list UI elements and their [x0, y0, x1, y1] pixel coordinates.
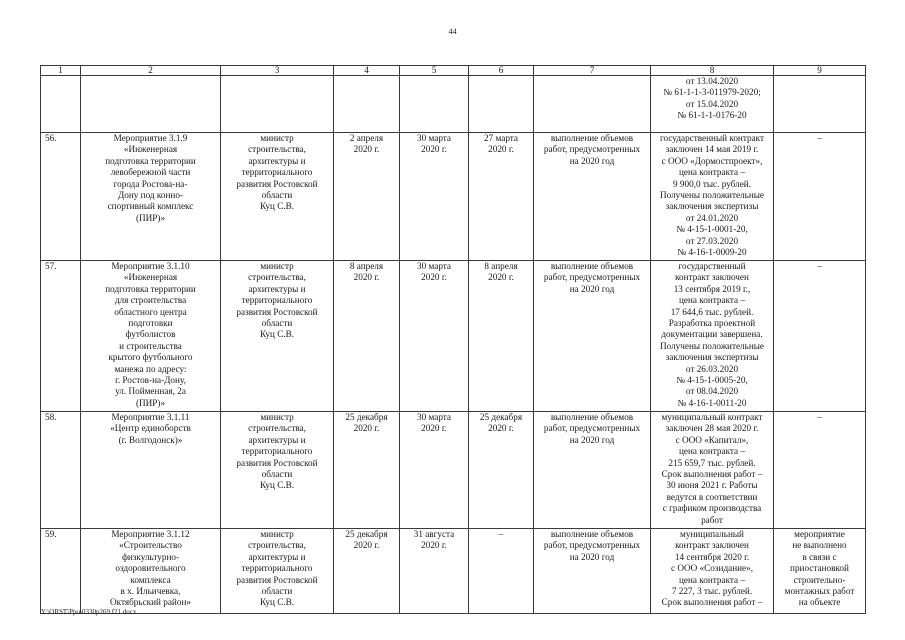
responsible-cell	[221, 76, 334, 133]
note-cell	[774, 76, 866, 133]
status-cell: государственный контракт заключен 14 мая 2019 г. с ООО «Дормостпроект», цена контракта – 9 900,0 тыс. рублей. Получены положительные заключения экспертизы от 24.01.2020 № 4-15-1-0001-20, от 27.03.2020 № 4-16-1-0009-20	[651, 133, 774, 261]
expected-result-cell: выполнение объемов работ, предусмотренных на 2020 год	[534, 133, 651, 261]
expected-result-cell: выполнение объемов работ, предусмотренных на 2020 год	[534, 529, 651, 614]
responsible-cell: министр строительства, архитектуры и территориального развития Ростовской области Куц С.В.	[221, 133, 334, 261]
page-number: 44	[448, 27, 457, 36]
date-cell: 30 марта 2020 г.	[400, 412, 469, 529]
column-number-cell: 8	[651, 66, 774, 76]
row-number-cell: 59.	[41, 529, 81, 614]
column-number-cell: 5	[400, 66, 469, 76]
activity-cell: Мероприятие 3.1.12 «Строительство физкультурно- оздоровительного комплекса в х. Ильичевка, Октябрьский район»	[81, 529, 221, 614]
note-cell: –	[774, 133, 866, 261]
planned-date-cell: 8 апреля 2020 г.	[334, 261, 400, 412]
planned-date-cell: 25 декабря 2020 г.	[334, 412, 400, 529]
row-number-cell	[41, 76, 81, 133]
row-number-cell: 57.	[41, 261, 81, 412]
actual-date-cell: 25 декабря 2020 г.	[469, 412, 534, 529]
expected-result-cell: выполнение объемов работ, предусмотренных на 2020 год	[534, 412, 651, 529]
activity-cell: Мероприятие 3.1.10 «Инженерная подготовка территории для строительства областного центра подготовки футболистов и строительства крытого футбольного манежа по адресу: г. Ростов-на-Дону, ул. Пойменная, 2а (ПИР)»	[81, 261, 221, 412]
date-cell	[400, 76, 469, 133]
row-number-cell: 58.	[41, 412, 81, 529]
column-number-cell: 2	[81, 66, 221, 76]
activity-cell	[81, 76, 221, 133]
planned-date-cell	[334, 76, 400, 133]
status-cell: государственный контракт заключен 13 сентября 2019 г., цена контракта – 17 644,6 тыс. рублей. Разработка проектной документации завершена. Получены положительные заключения экспертизы от 26.03.2020 № 4-15-1-0005-20, от 08.04.2020 № 4-16-1-0011-20	[651, 261, 774, 412]
responsible-cell: министр строительства, архитектуры и территориального развития Ростовской области Куц С.В.	[221, 529, 334, 614]
table-row	[41, 261, 866, 412]
planned-date-cell: 2 апреля 2020 г.	[334, 133, 400, 261]
column-number-cell: 9	[774, 66, 866, 76]
column-number-cell: 4	[334, 66, 400, 76]
actual-date-cell: –	[469, 529, 534, 614]
responsible-cell: министр строительства, архитектуры и территориального развития Ростовской области Куц С.В.	[221, 261, 334, 412]
schedule-table	[40, 65, 866, 614]
note-cell: –	[774, 412, 866, 529]
planned-date-cell: 25 декабря 2020 г.	[334, 529, 400, 614]
column-number-cell: 1	[41, 66, 81, 76]
status-cell: муниципальный контракт заключен 14 сентября 2020 г. с ООО «Созидание», цена контракта – 7 227, 3 тыс. рублей. Срок выполнения работ –	[651, 529, 774, 614]
actual-date-cell: 27 марта 2020 г.	[469, 133, 534, 261]
actual-date-cell	[469, 76, 534, 133]
column-number-cell: 7	[534, 66, 651, 76]
column-number-row	[41, 66, 866, 76]
date-cell: 31 августа 2020 г.	[400, 529, 469, 614]
expected-result-cell	[534, 76, 651, 133]
table-row	[41, 529, 866, 614]
table-row	[41, 76, 866, 133]
table-row	[41, 133, 866, 261]
note-cell: мероприятие не выполнено в связи с приостановкой строительно- монтажных работ на объекте	[774, 529, 866, 614]
responsible-cell: министр строительства, архитектуры и территориального развития Ростовской области Куц С.В.	[221, 412, 334, 529]
activity-cell: Мероприятие 3.1.11 «Центр единоборств (г. Волгодонск)»	[81, 412, 221, 529]
column-number-cell: 6	[469, 66, 534, 76]
document-path: Y:\ORST\Ppo\0330p269.f21.docx	[41, 608, 137, 616]
actual-date-cell: 8 апреля 2020 г.	[469, 261, 534, 412]
note-cell: –	[774, 261, 866, 412]
status-cell: от 13.04.2020 № 61-1-1-3-011979-2020; от 15.04.2020 № 61-1-1-0176-20	[651, 76, 774, 133]
table-row	[41, 412, 866, 529]
activity-cell: Мероприятие 3.1.9 «Инженерная подготовка территории левобережной части города Ростова-на- Дону под конно- спортивный комплекс (ПИР)»	[81, 133, 221, 261]
date-cell: 30 марта 2020 г.	[400, 261, 469, 412]
row-number-cell: 56.	[41, 133, 81, 261]
expected-result-cell: выполнение объемов работ, предусмотренных на 2020 год	[534, 261, 651, 412]
status-cell: муниципальный контракт заключен 28 мая 2020 г. с ООО «Капитал», цена контракта – 215 659,7 тыс. рублей. Срок выполнения работ – 30 июня 2021 г. Работы ведутся в соответствии с графиком производства работ	[651, 412, 774, 529]
date-cell: 30 марта 2020 г.	[400, 133, 469, 261]
column-number-cell: 3	[221, 66, 334, 76]
